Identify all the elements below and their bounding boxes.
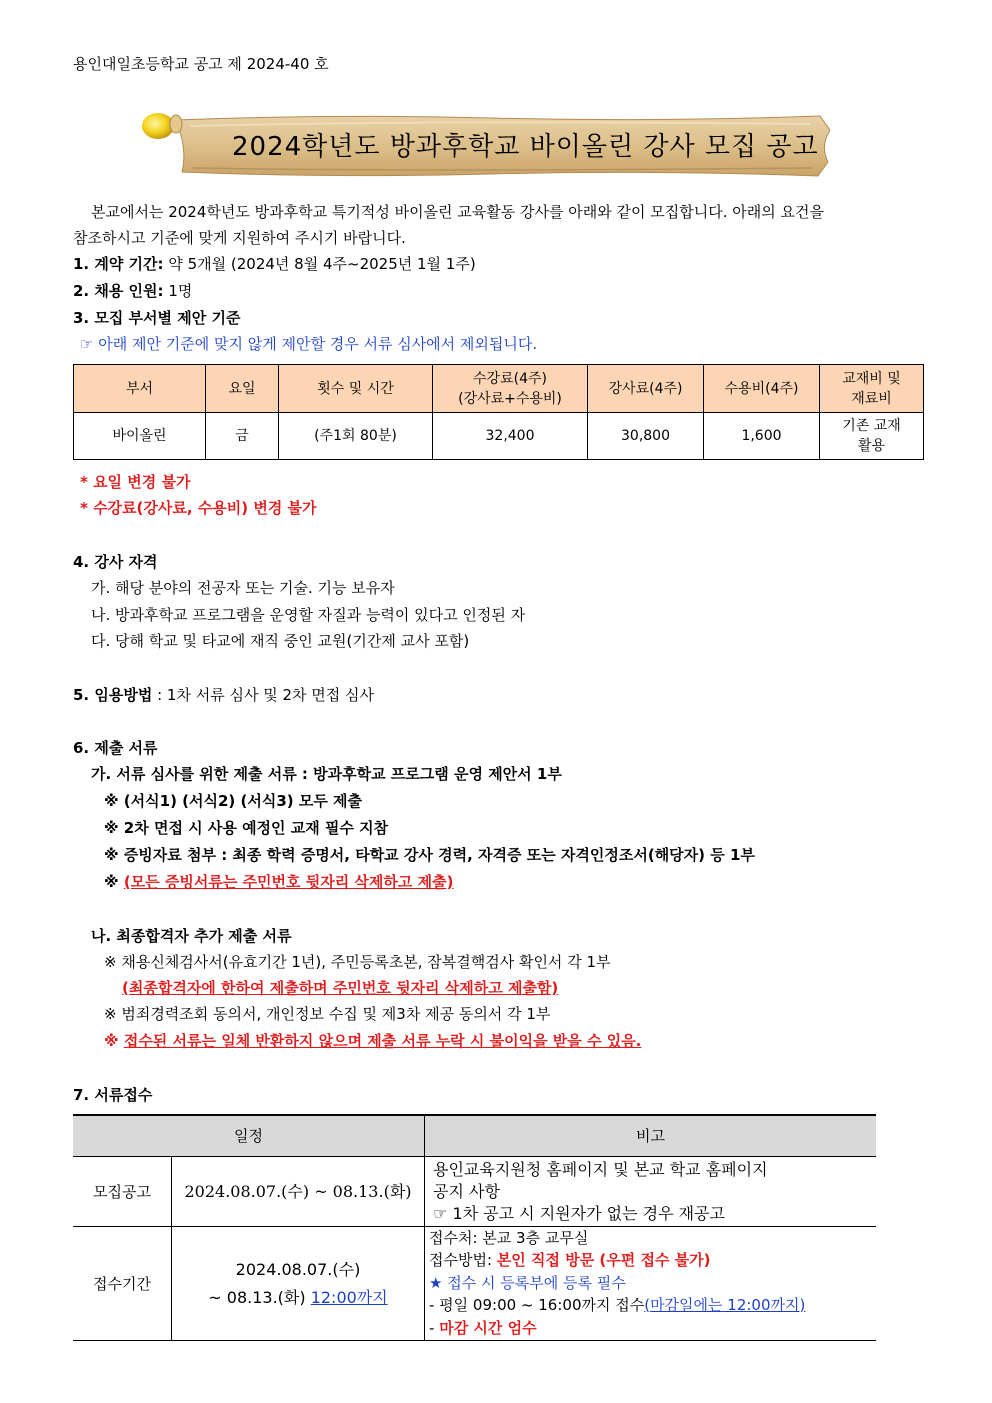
intro-line-1: 본교에서는 2024학년도 방과후학교 특기적성 바이올린 교육활동 강사를 아래와 같이 모집합니다. 아래의 요건을 — [91, 203, 824, 221]
fee-table-cell-materials — [820, 413, 924, 460]
fee-table-header-line: 재료비 — [851, 390, 892, 407]
contract-period — [73, 254, 476, 274]
table-row — [73, 1157, 876, 1227]
fee-table-header: 강사료(4주) — [588, 365, 704, 413]
documents-b-red-note: (최종합격자에 한하여 제출하며 주민번호 뒷자리 삭제하고 제출함) — [122, 979, 559, 997]
submission-table — [73, 1114, 876, 1341]
note-text: 1차 공고 시 지원자가 없는 경우 재공고 — [452, 1203, 725, 1223]
fee-table-header-line: 교재비 및 — [842, 370, 901, 387]
note-text: 접수방법: — [429, 1250, 493, 1269]
documents-a-item: ※ (서식1) (서식2) (서식3) 모두 제출 — [104, 792, 363, 810]
row-date — [172, 1157, 425, 1227]
documents-a-item: ※ 증빙자료 첨부 : 최종 학력 증명서, 타학교 강사 경력, 자격증 또는 자격인정조서(해당자) 등 1부 — [104, 846, 755, 864]
section-7-heading: 7. 서류접수 — [73, 1086, 153, 1104]
row-note — [425, 1157, 877, 1227]
documents-b-red-text: 접수된 서류는 일체 반환하지 않으며 제출 서류 누락 시 불이익을 받을 수 있음. — [123, 1032, 642, 1050]
reference-mark: ※ — [104, 873, 119, 891]
hiring-method-value: : 1차 서류 심사 및 2차 면접 심사 — [157, 686, 375, 704]
reception-date-end-text: ~ 08.13.(화) — [208, 1287, 306, 1307]
documents-b-item: ※ 범죄경력조회 동의서, 개인정보 수집 및 제3차 제공 동의서 각 1부 — [104, 1005, 551, 1023]
qualification-item: 가. 해당 분야의 전공자 또는 기술. 기능 보유자 — [91, 579, 395, 597]
reference-mark: ※ — [104, 1032, 119, 1050]
notice-number: 용인대일초등학교 공고 제 2024-40 호 — [73, 55, 329, 73]
section-6-heading: 6. 제출 서류 — [73, 739, 158, 757]
note-line — [429, 1272, 876, 1294]
section-3-note — [80, 334, 537, 354]
documents-b-red-item — [104, 1031, 641, 1051]
row-date — [172, 1227, 425, 1341]
fee-table-header-line: (강사료+수용비) — [458, 390, 562, 407]
documents-a-red-item — [104, 872, 453, 892]
reception-date-end — [172, 1284, 424, 1312]
submission-table-header: 일정 — [73, 1115, 425, 1157]
documents-a-item: ※ 2차 면접 시 사용 예정인 교재 필수 지참 — [104, 819, 389, 837]
hiring-method — [73, 685, 374, 705]
fee-table-header: 요일 — [206, 365, 279, 413]
documents-a-red-text: (모든 증빙서류는 주민번호 뒷자리 삭제하고 제출) — [123, 873, 454, 891]
note-red-text: 본인 직접 방문 (우편 접수 불가) — [496, 1250, 711, 1269]
fee-table-header: 횟수 및 시간 — [279, 365, 433, 413]
note-red-text: 마감 시간 엄수 — [439, 1318, 537, 1337]
qualification-item: 나. 방과후학교 프로그램을 운영할 자질과 능력이 있다고 인정된 자 — [91, 606, 526, 624]
note-line — [429, 1294, 876, 1316]
page-title: 2024학년도 방과후학교 바이올린 강사 모집 공고 — [232, 132, 819, 162]
fee-table-header-tuition — [433, 365, 588, 413]
fee-table-cell: 바이올린 — [74, 413, 206, 460]
note-line — [433, 1203, 876, 1225]
fee-table-cell: 30,800 — [588, 413, 704, 460]
qualification-item: 다. 당해 학교 및 타교에 재직 중인 교원(기간제 교사 포함) — [91, 632, 470, 650]
row-label: 접수기간 — [73, 1227, 172, 1341]
fee-table-header: 수용비(4주) — [704, 365, 820, 413]
note-line: 공지 사항 — [433, 1181, 500, 1201]
contract-period-label: 1. 계약 기간: — [73, 255, 164, 273]
hiring-count-value: 1명 — [168, 282, 193, 300]
row-note — [425, 1227, 877, 1341]
note-line — [429, 1316, 876, 1340]
fee-table-header-materials — [820, 365, 924, 413]
fee-table-cell-line: 기존 교재 — [842, 418, 901, 434]
note-line: 용인교육지원청 홈페이지 및 본교 학교 홈페이지 — [433, 1159, 768, 1179]
note-line — [429, 1249, 876, 1272]
star-icon: ★ — [429, 1273, 443, 1292]
pointing-hand-icon: ☞ — [433, 1203, 448, 1223]
note-line: 접수처: 본교 3층 교무실 — [429, 1228, 589, 1247]
fee-table-header-line: 수강료(4주) — [473, 370, 547, 387]
table-row — [73, 1227, 876, 1341]
documents-a-title: 가. 서류 심사를 위한 제출 서류 : 방과후학교 프로그램 운영 제안서 1부 — [91, 765, 562, 783]
fee-table-cell: 32,400 — [433, 413, 588, 460]
note-text: - — [429, 1318, 435, 1337]
contract-period-value: 약 5개월 (2024년 8월 4주~2025년 1월 1주) — [168, 255, 476, 273]
table-row — [74, 413, 924, 460]
note-text: 접수 시 등록부에 등록 필수 — [447, 1273, 626, 1292]
fee-table-cell-line: 활용 — [857, 438, 886, 454]
pointing-hand-icon: ☞ — [80, 335, 94, 353]
hiring-count-label: 2. 채용 인원: — [73, 282, 164, 300]
row-label: 모집공고 — [73, 1157, 172, 1227]
fee-table-cell: 금 — [206, 413, 279, 460]
fee-table-cell: (주1회 80분) — [279, 413, 433, 460]
warning-day: * 요일 변경 불가 — [80, 473, 191, 491]
lightbulb-icon — [142, 113, 174, 139]
reception-date-start: 2024.08.07.(수) — [235, 1259, 361, 1279]
section-3-heading: 3. 모집 부서별 제안 기준 — [73, 309, 241, 327]
section-4-heading: 4. 강사 자격 — [73, 553, 158, 571]
warning-fee: * 수강료(강사료, 수용비) 변경 불가 — [80, 499, 317, 517]
intro-line-2: 참조하시고 기준에 맞게 지원하여 주시기 바랍니다. — [73, 229, 406, 247]
note-text: - 평일 09:00 ~ 16:00까지 접수 — [429, 1295, 645, 1314]
fee-table-cell: 1,600 — [704, 413, 820, 460]
section-3-note-text: 아래 제안 기준에 맞지 않게 제안할 경우 서류 심사에서 제외됩니다. — [98, 335, 538, 353]
submission-table-header: 비고 — [425, 1115, 877, 1157]
hiring-method-label: 5. 임용방법 — [73, 686, 153, 704]
fee-table-header: 부서 — [74, 365, 206, 413]
fee-table — [73, 364, 924, 460]
hiring-count — [73, 281, 192, 301]
announcement-date: 2024.08.07.(수) ~ 08.13.(화) — [184, 1181, 412, 1201]
note-highlight: (마감일에는 12:00까지) — [644, 1295, 806, 1314]
reception-deadline-time: 12:00까지 — [310, 1287, 388, 1307]
documents-b-item: ※ 채용신체검사서(유효기간 1년), 주민등록초본, 잠복결핵검사 확인서 각 1부 — [104, 953, 611, 971]
documents-b-title: 나. 최종합격자 추가 제출 서류 — [91, 927, 292, 945]
